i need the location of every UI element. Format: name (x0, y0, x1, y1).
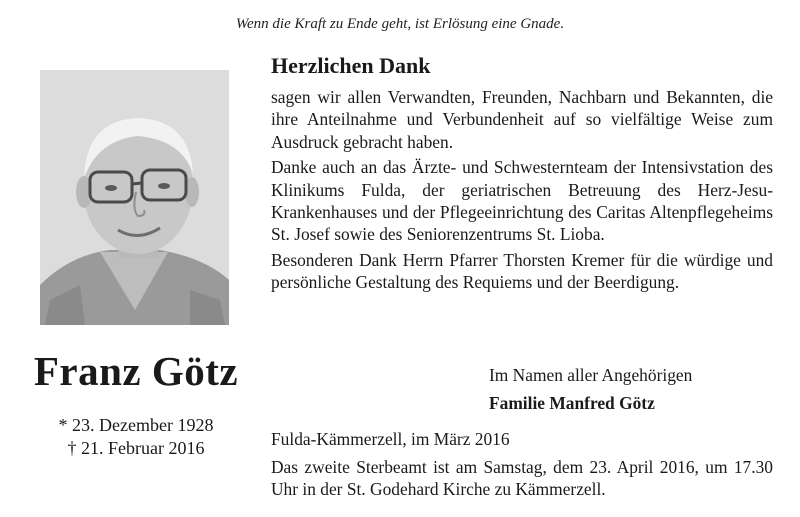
deceased-name: Franz Götz (33, 348, 239, 394)
thanks-heading: Herzlichen Dank (271, 53, 431, 78)
signature-block (489, 364, 789, 414)
thanks-section (271, 52, 773, 297)
thanks-paragraph: sagen wir allen Verwandten, Freunden, Nachbarn und Bekannten, die ihre Anteilnahme und Verbundenheit auf so vielfältige Weise zum Ausdruck gebracht haben. (271, 87, 773, 152)
portrait-photo (40, 70, 229, 325)
thanks-paragraph: Danke auch an das Ärzte- und Schwesternteam der Intensivstation des Klinikums Fulda, der geriatrischen Betreuung des Herz-Jesu-Krankenhauses und der Pflegeeinrichtung des Caritas Altenpflegeheims St. Josef sowie des Seniorenzentrums St. Lioba. (271, 157, 773, 245)
death-date: † 21. Februar 2016 (67, 438, 205, 458)
funeral-note: Das zweite Sterbeamt ist am Samstag, dem 23. April 2016, um 17.30 Uhr in der St. Godehard Kirche zu Kämmerzell. (271, 457, 773, 500)
life-dates (0, 414, 272, 460)
signature-line: Im Namen aller Angehörigen (489, 365, 693, 385)
portrait-icon (40, 70, 229, 325)
place-date: Fulda-Kämmerzell, im März 2016 (271, 429, 510, 449)
birth-date: * 23. Dezember 1928 (58, 415, 214, 435)
thanks-paragraph: Besonderen Dank Herrn Pfarrer Thorsten Kremer für die würdige und persönliche Gestaltung des Requiems und der Beerdigung. (271, 249, 773, 293)
family-name: Familie Manfred Götz (489, 393, 655, 413)
motto-quote: Wenn die Kraft zu Ende geht, ist Erlösung eine Gnade. (235, 16, 565, 32)
